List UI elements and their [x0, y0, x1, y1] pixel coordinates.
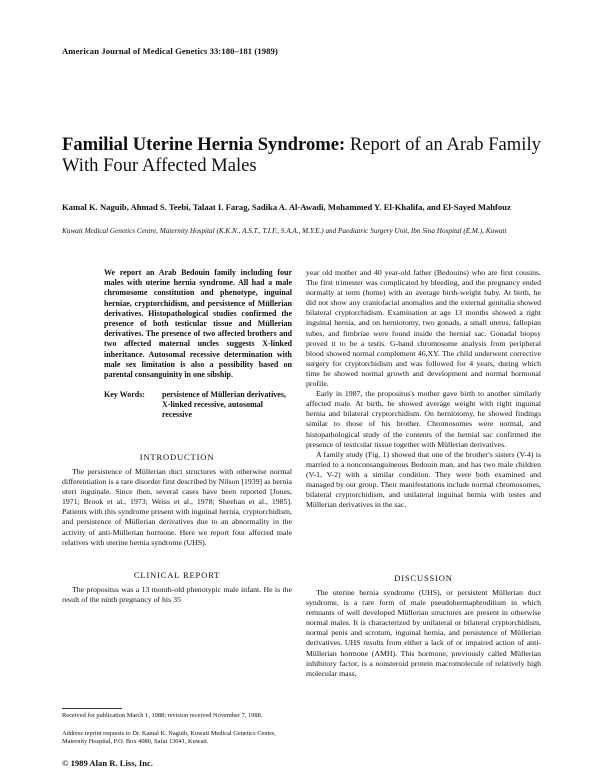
copyright: © 1989 Alan R. Liss, Inc.	[62, 758, 153, 768]
footnote-reprints: Address reprint requests to Dr. Kamal K. Naguib, Kuwait Medical Genetics Centre, Maternity Hospital, P.O. Box 4080, Safat 13041, Kuwait.	[62, 730, 276, 746]
key-words-value: persistence of Müllerian derivatives, X-linked recessive, autosomal recessive	[162, 390, 286, 420]
footnote-received: Received for publication March 1, 1988; revision received November 7, 1988.	[62, 712, 263, 719]
clinical-heading: CLINICAL REPORT	[133, 570, 221, 580]
abstract: We report an Arab Bedouin family including four males with uterine hernia syndrome. All had a male chromosome constitution and phenotype, inguinal herniae, cryptorchidism, and persistence of Müllerian derivatives. Histopathological studies confirmed the presence of both testicular tissue and Müllerian derivatives. The presence of two affected brothers and two affected maternal uncles suggests X-linked inheritance. Autosomal recessive determination with male sex limitation is also a possibility based on parental consanguinity in one sibship.	[104, 268, 292, 380]
discussion-paragraph: The uterine hernia syndrome (UHS), or persistent Müllerian duct syndrome, is a rare form of male pseudohermaphroditism in which remnants of well developed Müllerian structures are present in otherwise normal males. It is characterized by unilateral or bilateral cryptorchidism, normal penis and scrotum, inguinal hernia, and persistence of Müllerian derivatives. UHS results from either a lack of or impaired action of anti-Müllerian hormone (AMH). This hormone, previously called Müllerian inhibitory factor, is a nonsteroid protein macromolecule of relatively high molecular mass,	[306, 588, 541, 678]
clinical-paragraph: The propositus was a 13 month-old phenotypic male infant. He is the result of the ninth pregnancy of his 35	[62, 585, 292, 605]
right-column-text	[306, 268, 541, 510]
right-paragraph-2: Early in 1987, the propositus's mother gave birth to another similarly affected male. At birth, he showed average weight with right inguinal hernia and bilateral cryptorchidism. On herniotomy, he showed findings similar to those of his brother. Chromosomes were normal, and histopathological study of the contents of the hernial sac confirmed the presence of testicular tissue together with Müllerian derivatives.	[306, 389, 541, 449]
intro-paragraph: The persistence of Müllerian duct structures with otherwise normal differentiation is a rare disorder first described by Nilson [1939] as hernia uteri inguinale. Since then, several cases have been reported [Jones, 1971; Brook et al., 1973; Weiss et al., 1978; Sheehan et al., 1985]. Patients with this syndrome present with inguinal hernia, cryptorchidism, and persistence of Müllerian derivatives due to an abnormality in the activity of anti-Müllerian hormone. Here we report four affected male relatives with uterine hernia syndrome (UHS).	[62, 467, 293, 547]
intro-heading: INTRODUCTION	[139, 452, 215, 462]
article-title	[62, 134, 542, 176]
key-words	[104, 390, 292, 421]
footnote-rule	[62, 708, 122, 709]
author-list: Kamal K. Naguib, Ahmad S. Teebi, Talaat I. Farag, Sadika A. Al-Awadi, Mohammed Y. El-Khalifa, and El-Sayed Mahfouz	[62, 202, 511, 212]
key-words-label: Key Words:	[104, 390, 145, 399]
discussion-text	[306, 588, 541, 679]
title-rest: Report of an Arab Family With Four Affected Males	[62, 134, 541, 176]
affiliation: Kuwait Medical Genetics Centre, Maternity Hospital (K.K.N., A.S.T., T.I.F., S.A.A., M.Y.E.) and Paediatric Surgery Unit, Ibn Sina Hospital (E.M.), Kuwait	[62, 227, 507, 235]
right-paragraph-1: year old mother and 40 year-old father (Bedouins) who are first cousins. The first trimester was complicated by bleeding, and the pregnancy ended normally at term (home) with an average birth-weight baby. At birth, he did not show any craniofacial anomalies and the external genitalia showed bilateral cryptorchidism. Examination at age 13 months showed a right inguinal hernia, and on herniotomy, two gonads, a small uterus, fallopian tubes, and fimbriae were found inside the hernial sac. Gonadal biopsy proved it to be a testis. G-band chromosome analysis from peripheral blood showed normal complement 46,XY. The child underwent corrective surgery for cryptorchidism and was followed for 4 years, during which time he showed normal growth and development and normal hormonal profile.	[306, 268, 541, 389]
journal-header: American Journal of Medical Genetics 33:180–181 (1989)	[62, 46, 278, 56]
title-bold: Familial Uterine Hernia Syndrome:	[62, 134, 346, 155]
clinical-text	[62, 585, 292, 605]
discussion-heading: DISCUSSION	[394, 573, 453, 583]
intro-text	[62, 467, 292, 548]
right-paragraph-3: A family study (Fig. 1) showed that one of the brother's sisters (V-4) is married to a nonconsanguineous Bedouin man, and has two male children (V-1, V-2) with a similar condition. They were both examined and managed by our group. Their manifestations include normal chromosomes, bilateral cryptorchidism, and unilateral inguinal hernia with testes and Müllerian derivatives in the sac.	[306, 449, 541, 510]
